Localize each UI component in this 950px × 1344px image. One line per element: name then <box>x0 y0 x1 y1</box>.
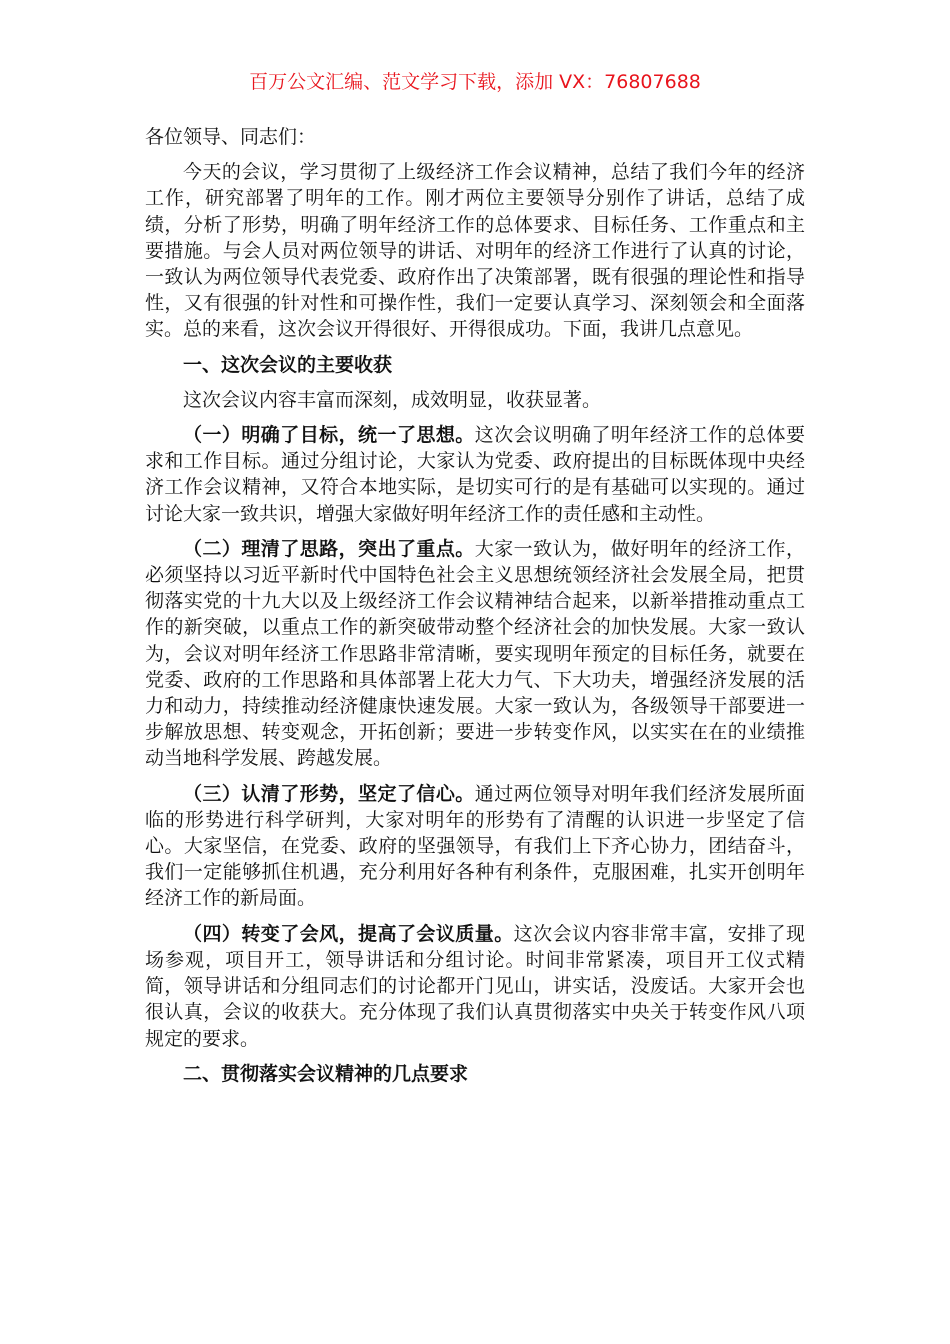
item-2-lead: （二）理清了思路，突出了重点。 <box>183 537 475 560</box>
item-3-lead: （三）认清了形势，坚定了信心。 <box>183 782 475 805</box>
section-1-heading: 一、这次会议的主要收获 <box>183 353 393 376</box>
section-1-summary: 这次会议内容丰富而深刻，成效明显，收获显著。 <box>183 388 602 411</box>
section-1-item-3 <box>145 781 805 912</box>
section-1-item-1 <box>145 422 805 527</box>
item-1-body: 这次会议明确了明年经济工作的总体要求和工作目标。通过分组讨论，大家认为党委、政府提出的目标既体现中央经济工作会议精神，又符合本地实际，是切实可行的是有基础可以实现的。通过讨论大家一致共识，增强大家做好明年经济工作的责任感和主动性。 <box>145 424 805 525</box>
watermark-banner: 百万公文汇编、范文学习下载，添加 VX：76807688 <box>249 71 701 93</box>
item-4-lead: （四）转变了会风，提高了会议质量。 <box>183 922 514 945</box>
item-3-body: 通过两位领导对明年我们经济发展所面临的形势进行科学研判，大家对明年的形势有了清醒的认识进一步坚定了信心。大家坚信，在党委、政府的坚强领导，有我们上下齐心协力，团结奋斗，我们一定能够抓住机遇，充分利用好各种有利条件，克服困难，扎实开创明年经济工作的新局面。 <box>145 782 805 910</box>
item-1-lead: （一）明确了目标，统一了思想。 <box>183 424 475 447</box>
section-1-item-2 <box>145 536 805 772</box>
section-1-item-4 <box>145 921 805 1052</box>
item-2-body: 大家一致认为，做好明年的经济工作，必须坚持以习近平新时代中国特色社会主义思想统领经济社会发展全局，把贯彻落实党的十九大以及上级经济工作会议精神结合起来，以新举措推动重点工作的新突破，以重点工作的新突破带动整个经济社会的加快发展。大家一致认为，会议对明年经济工作思路非常清晰，要实现明年预定的目标任务，就要在党委、政府的工作思路和具体部署上花大力气、下大功夫，增强经济发展的活力和动力，持续推动经济健康快速发展。大家一致认为，各级领导干部要进一步解放思想、转变观念，开拓创新；要进一步转变作风，以实实在在的业绩推动当地科学发展、跨越发展。 <box>145 537 805 770</box>
intro-paragraph: 今天的会议，学习贯彻了上级经济工作会议精神，总结了我们今年的经济工作，研究部署了明年的工作。刚才两位主要领导分别作了讲话，总结了成绩，分析了形势，明确了明年经济工作的总体要求、目标任务、工作重点和主要措施。与会人员对两位领导的讲话、对明年的经济工作进行了认真的讨论，一致认为两位领导代表党委、政府作出了决策部署，既有很强的理论性和指导性，又有很强的针对性和可操作性，我们一定要认真学习、深刻领会和全面落实。总的来看，这次会议开得很好、开得很成功。下面，我讲几点意见。 <box>145 161 805 341</box>
item-4-body: 这次会议内容非常丰富，安排了现场参观，项目开工，领导讲话和分组讨论。时间非常紧凑，项目开工仪式精简，领导讲话和分组同志们的讨论都开门见山，讲实话，没废话。大家开会也很认真，会议的收获大。充分体现了我们认真贯彻落实中央关于转变作风八项规定的要求。 <box>145 922 805 1050</box>
salutation: 各位领导、同志们： <box>145 126 317 148</box>
section-2-heading: 二、贯彻落实会议精神的几点要求 <box>183 1062 469 1085</box>
document-body <box>145 124 805 1096</box>
